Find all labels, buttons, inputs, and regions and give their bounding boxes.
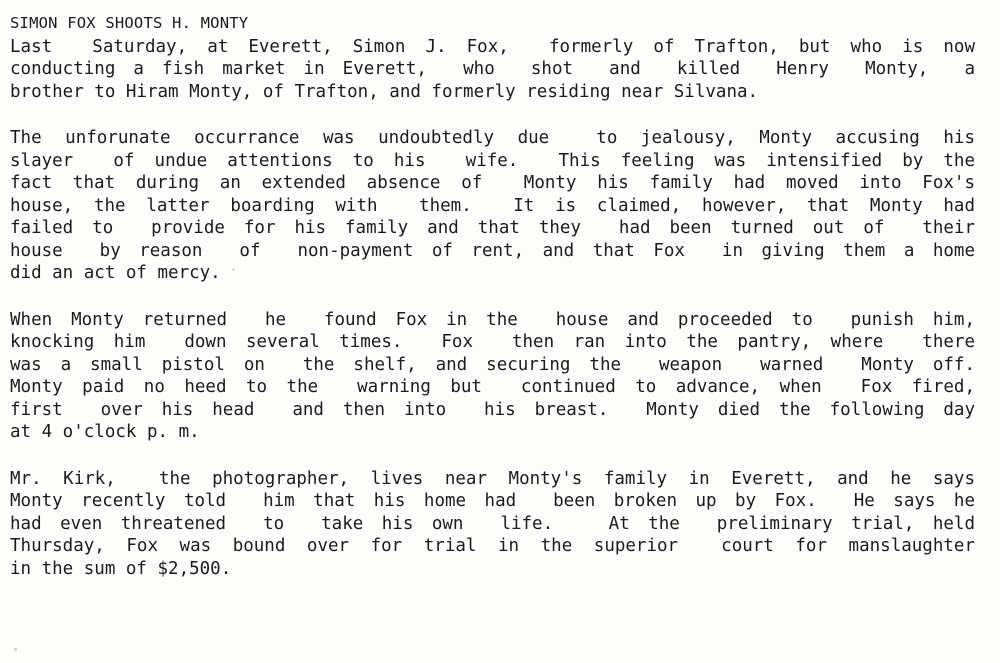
article-line: slayer of undue attentions to his wife. This feeling was intensified by the — [10, 150, 975, 171]
news-article — [10, 12, 975, 604]
article-paragraph-4 — [10, 468, 975, 581]
article-line: When Monty returned he found Fox in the house and proceeded to punish him, — [10, 309, 975, 330]
article-line: brother to Hiram Monty, of Trafton, and formerly residing near Silvana. — [10, 81, 759, 102]
article-line: in the sum of $2,500. — [10, 558, 232, 579]
article-line: fact that during an extended absence of Monty his family had moved into Fox's — [10, 173, 975, 193]
article-line: conducting a fish market in Everett, who shot and killed Henry Monty, a — [10, 59, 975, 79]
article-paragraph-3 — [10, 309, 975, 444]
article-line: did an act of mercy. — [10, 263, 221, 283]
article-line: first over his head and then into his breast. Monty died the following day — [10, 399, 975, 420]
article-line: was a small pistol on the shelf, and securing the weapon warned Monty off. — [10, 354, 975, 375]
article-line: Mr. Kirk, the photographer, lives near Monty's family in Everett, and he says — [10, 468, 975, 489]
scan-speck — [14, 648, 17, 651]
article-headline: SIMON FOX SHOOTS H. MONTY — [10, 14, 249, 32]
article-line: Monty paid no heed to the warning but continued to advance, when Fox fired, — [10, 377, 975, 397]
article-paragraph-1 — [10, 36, 975, 104]
article-line: knocking him down several times. Fox then ran into the pantry, where there — [10, 332, 975, 352]
article-line: house, the latter boarding with them. It is claimed, however, that Monty had — [10, 195, 975, 216]
article-line: at 4 o'clock p. m. — [10, 422, 200, 442]
article-line: had even threatened to take his own life. At the preliminary trial, held — [10, 513, 975, 534]
article-line: Thursday, Fox was bound over for trial in the superior court for manslaughter — [10, 536, 975, 556]
article-line: Monty recently told him that his home had been broken up by Fox. He says he — [10, 491, 975, 511]
article-line: house by reason of non-payment of rent, and that Fox in giving them a home — [10, 240, 975, 261]
article-line: failed to provide for his family and that they had been turned out of their — [10, 218, 975, 238]
article-line: The unforunate occurrance was undoubtedly due to jealousy, Monty accusing his — [10, 128, 975, 148]
article-line: Last Saturday, at Everett, Simon J. Fox, formerly of Trafton, but who is now — [10, 36, 975, 57]
article-paragraph-2 — [10, 127, 975, 285]
